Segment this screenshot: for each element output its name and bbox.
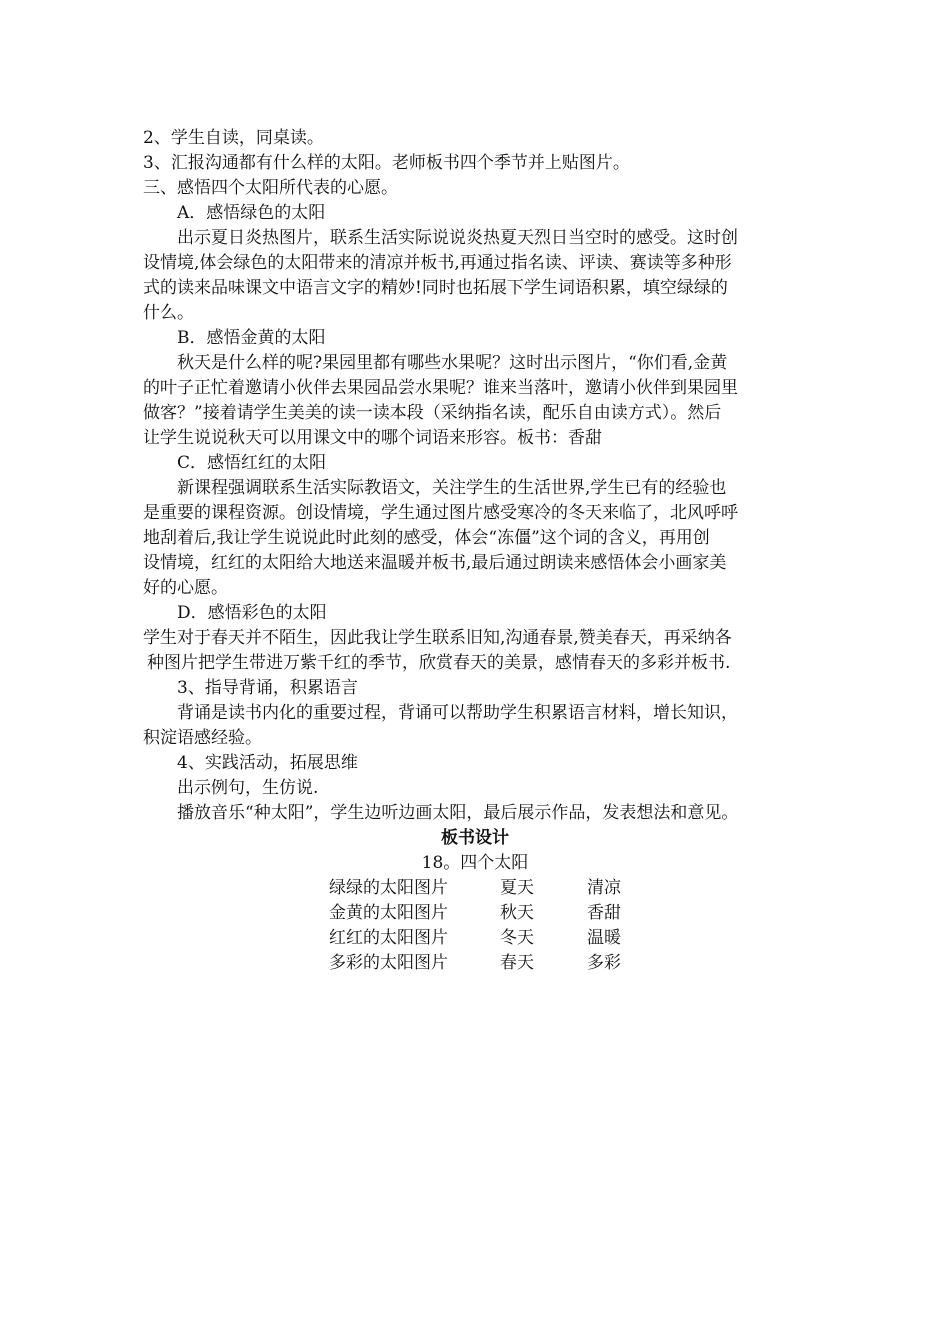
text-line: 让学生说说秋天可以用课文中的哪个词语来形容。板书：香甜 <box>143 428 602 448</box>
text-line: 播放音乐“种太阳”，学生边听边画太阳，最后展示作品，发表想法和意见。 <box>177 803 739 823</box>
text-line: 的叶子正忙着邀请小伙伴去果园品尝水果呢？谁来当落叶，邀请小伙伴到果园里 <box>143 378 738 398</box>
text-line: 式的读来品味课文中语言文字的精妙!同时也拓展下学生词语积累，填空绿绿的 <box>143 278 728 298</box>
text-line: 设情境，红红的太阳给大地送来温暖并板书,最后通过朗读来感悟体会小画家美 <box>143 553 727 573</box>
text-line: 做客？”接着请学生美美的读一读本段（采纳指名读，配乐自由读方式）。然后 <box>143 403 722 423</box>
board-lesson-title: 18。四个太阳 <box>421 853 529 873</box>
text-line: 2、学生自读，同桌读。 <box>143 128 324 148</box>
text-line: 出示夏日炎热图片，联系生活实际说说炎热夏天烈日当空时的感受。这时创 <box>177 228 738 248</box>
board-feeling: 香甜 <box>587 903 621 923</box>
board-feeling: 多彩 <box>587 953 621 973</box>
section-heading: 3、指导背诵，积累语言 <box>177 678 358 698</box>
text-line: 积淀语感经验。 <box>143 728 262 748</box>
board-picture-label: 红红的太阳图片 <box>329 928 448 948</box>
text-line: 学生对于春天并不陌生，因此我让学生联系旧知,沟通春景,赞美春天，再采纳各 <box>143 628 732 648</box>
section-heading: A．感悟绿色的太阳 <box>177 203 326 223</box>
text-line: 地刮着后,我让学生说说此时此刻的感受，体会“冻僵”这个词的含义，再用创 <box>143 528 710 548</box>
section-heading: D．感悟彩色的太阳 <box>177 603 327 623</box>
board-season: 夏天 <box>500 878 534 898</box>
board-feeling: 温暖 <box>587 928 621 948</box>
text-line: 出示例句，生仿说. <box>177 778 319 798</box>
board-picture-label: 金黄的太阳图片 <box>329 903 448 923</box>
text-line: 三、感悟四个太阳所代表的心愿。 <box>143 178 398 198</box>
board-season: 春天 <box>500 953 534 973</box>
board-picture-label: 多彩的太阳图片 <box>329 953 448 973</box>
text-line: 什么。 <box>143 303 194 323</box>
board-picture-label: 绿绿的太阳图片 <box>329 878 448 898</box>
text-line: 新课程强调联系生活实际教语文，关注学生的生活世界,学生已有的经验也 <box>177 478 727 498</box>
section-heading: B．感悟金黄的太阳 <box>177 328 326 348</box>
text-line: 是重要的课程资源。创设情境，学生通过图片感受寒冷的冬天来临了，北风呼呼 <box>143 503 738 523</box>
text-line: 好的心愿。 <box>143 578 228 598</box>
board-season: 冬天 <box>500 928 534 948</box>
board-feeling: 清凉 <box>587 878 621 898</box>
board-season: 秋天 <box>500 903 534 923</box>
text-line: 设情境,体会绿色的太阳带来的清凉并板书,再通过指名读、评读、赛读等多种形 <box>143 253 732 273</box>
text-line: 3、汇报沟通都有什么样的太阳。老师板书四个季节并上贴图片。 <box>143 153 630 173</box>
section-heading: C．感悟红红的太阳 <box>177 453 327 473</box>
text-line: 秋天是什么样的呢?果园里都有哪些水果呢？这时出示图片，“你们看,金黄 <box>177 353 728 373</box>
text-line: 种图片把学生带进万紫千红的季节，欣赏春天的美景，感情春天的多彩并板书. <box>147 653 731 673</box>
section-heading: 4、实践活动，拓展思维 <box>177 753 358 773</box>
text-line: 背诵是读书内化的重要过程，背诵可以帮助学生积累语言材料，增长知识， <box>177 703 738 723</box>
board-design-title: 板书设计 <box>441 828 509 848</box>
